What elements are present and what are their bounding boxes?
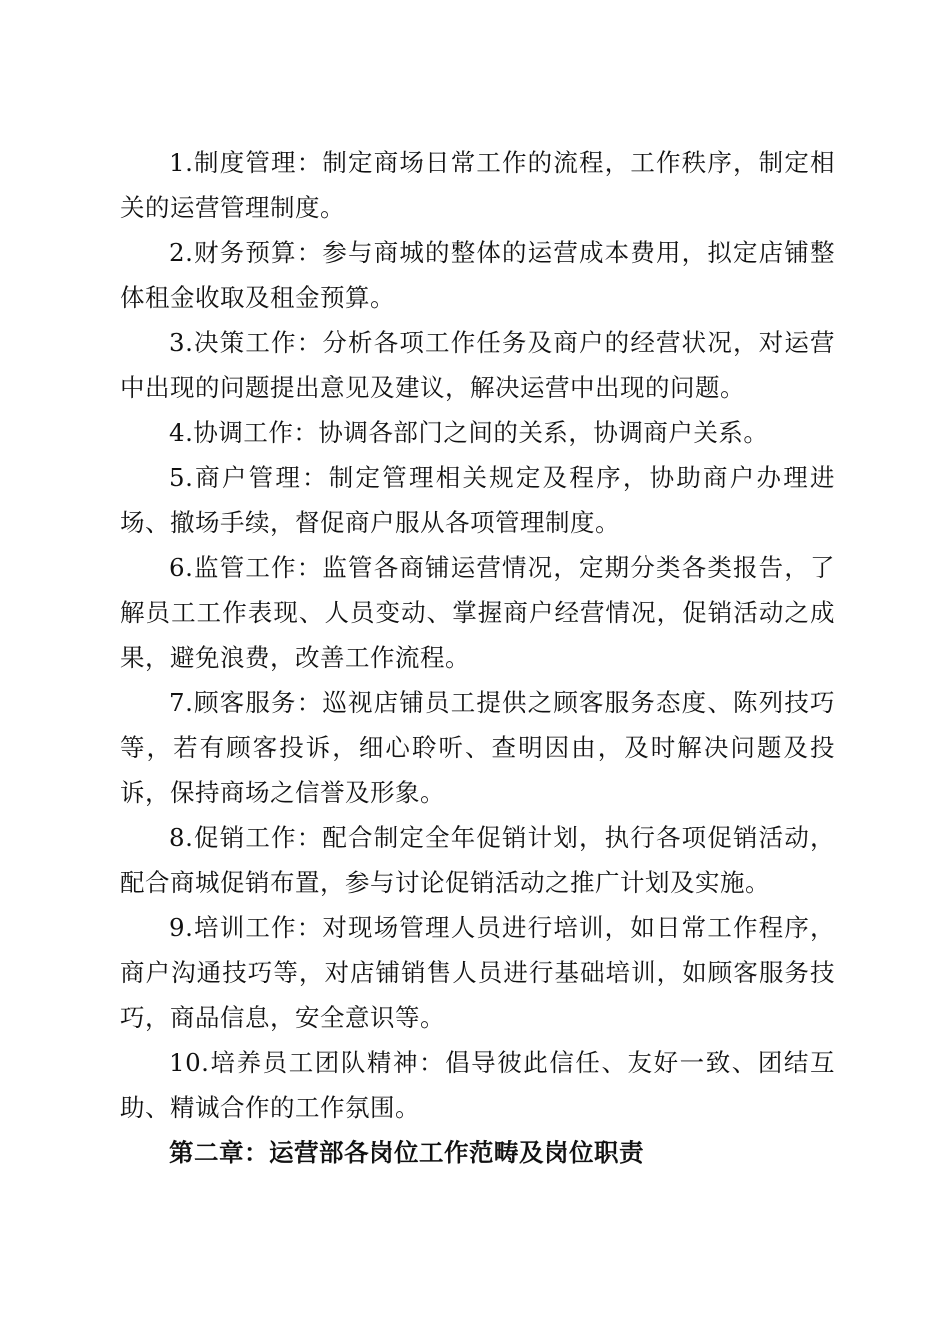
paragraph-customer-service: 7.顾客服务：巡视店铺员工提供之顾客服务态度、陈列技巧等，若有顾客投诉，细心聆听、查明因由，及时解决问题及投诉，保持商场之信誉及形象。 <box>120 688 835 807</box>
paragraph-promotion-work: 8.促销工作：配合制定全年促销计划，执行各项促销活动，配合商城促销布置，参与讨论促销活动之推广计划及实施。 <box>120 823 835 897</box>
document-body <box>120 140 835 1175</box>
paragraph-system-management: 1.制度管理：制定商场日常工作的流程，工作秩序，制定相关的运营管理制度。 <box>120 148 835 222</box>
paragraph-financial-budget: 2.财务预算：参与商城的整体的运营成本费用，拟定店铺整体租金收取及租金预算。 <box>120 238 835 312</box>
paragraph-merchant-management: 5.商户管理：制定管理相关规定及程序，协助商户办理进场、撤场手续，督促商户服从各项管理制度。 <box>120 463 835 537</box>
paragraph-supervision-work: 6.监管工作：监管各商铺运营情况，定期分类各类报告，了解员工工作表现、人员变动、掌握商户经营情况，促销活动之成果，避免浪费，改善工作流程。 <box>120 553 835 672</box>
paragraph-team-spirit: 10.培养员工团队精神：倡导彼此信任、友好一致、团结互助、精诚合作的工作氛围。 <box>120 1048 835 1122</box>
paragraph-training-work: 9.培训工作：对现场管理人员进行培训，如日常工作程序，商户沟通技巧等，对店铺销售人员进行基础培训，如顾客服务技巧，商品信息，安全意识等。 <box>120 913 835 1032</box>
paragraph-coordination-work: 4.协调工作：协调各部门之间的关系，协调商户关系。 <box>169 418 769 447</box>
paragraph-decision-work: 3.决策工作：分析各项工作任务及商户的经营状况，对运营中出现的问题提出意见及建议，解决运营中出现的问题。 <box>120 328 835 402</box>
chapter-heading: 第二章：运营部各岗位工作范畴及岗位职责 <box>169 1138 644 1167</box>
